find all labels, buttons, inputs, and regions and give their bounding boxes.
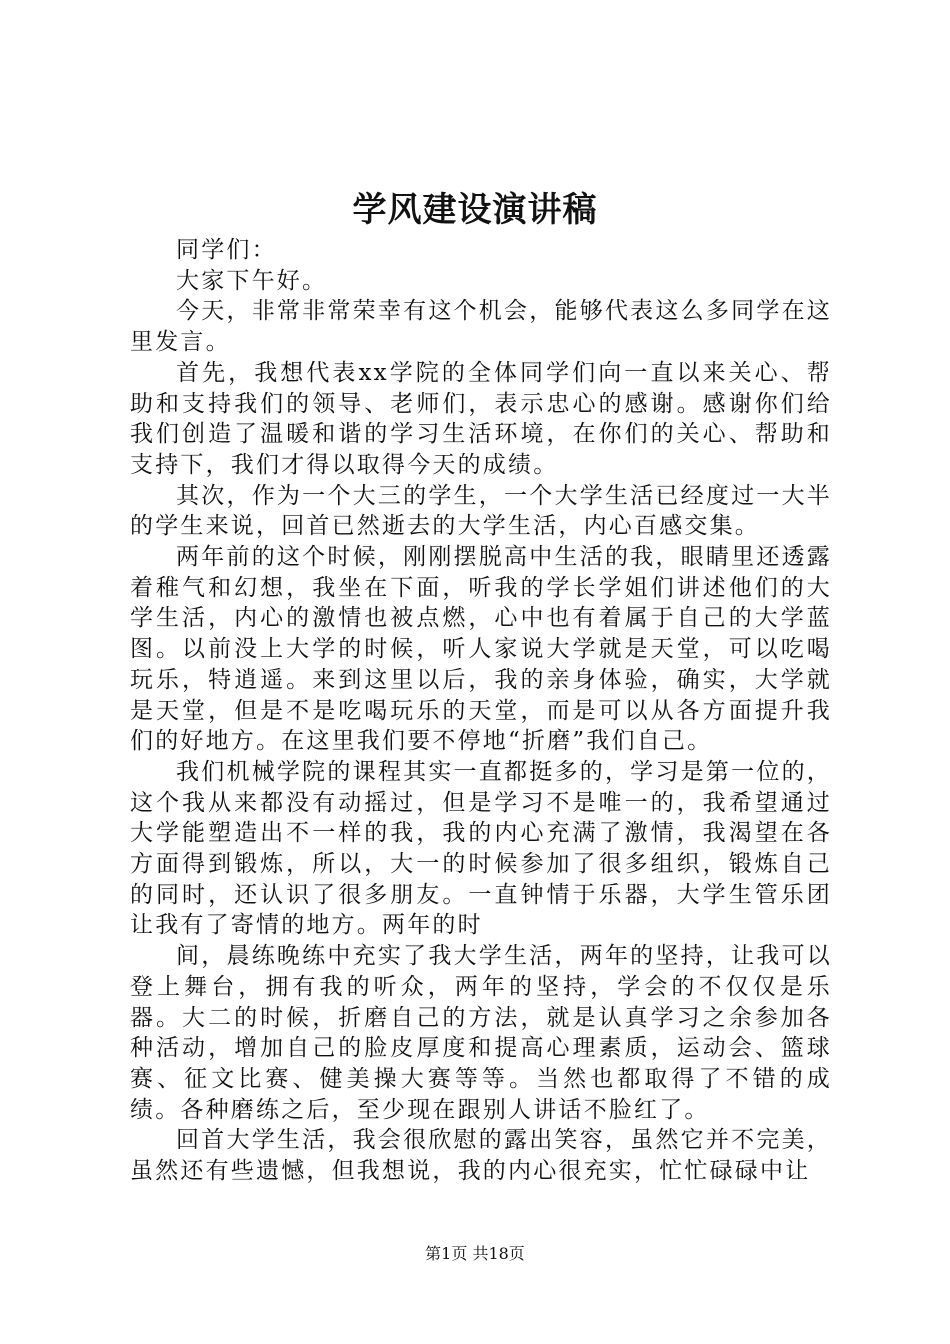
paragraph-reflection: 其次，作为一个大三的学生，一个大学生活已经度过一大半的学生来说，回首已然逝去的大学生活，内心百感交集。 <box>130 482 832 540</box>
paragraph-practice: 间，晨练晚练中充实了我大学生活，两年的坚持，让我可以登上舞台，拥有我的听众，两年的坚持，学会的不仅仅是乐器。大二的时候，折磨自己的方法，就是认真学习之余参加各种活动，增加自己的脸皮厚度和提高心理素质，运动会、篮球赛、征文比赛、健美操大赛等等。当然也都取得了不错的成绩。各种磨练之后，至少现在跟别人讲话不脸红了。 <box>130 943 832 1123</box>
document-body <box>130 235 832 1187</box>
paragraph-two-years-ago: 两年前的这个时候，刚刚摆脱高中生活的我，眼睛里还透露着稚气和幻想，我坐在下面，听我的学长学姐们讲述他们的大学生活，内心的激情也被点燃，心中也有着属于自己的大学蓝图。以前没上大学的时候，听人家说大学就是天堂，可以吃喝玩乐，特逍遥。来到这里以后，我的亲身体验，确实，大学就是天堂，但是不是吃喝玩乐的天堂，而是可以从各方面提升我们的好地方。在这里我们要不停地“折磨”我们自己。 <box>130 544 832 755</box>
paragraph-opening: 今天，非常非常荣幸有这个机会，能够代表这么多同学在这里发言。 <box>130 298 832 356</box>
paragraph-thanks: 首先，我想代表xx学院的全体同学们向一直以来关心、帮助和支持我们的领导、老师们，表示忠心的感谢。感谢你们给我们创造了温暖和谐的学习生活环境，在你们的关心、帮助和支持下，我们才得以取得今天的成绩。 <box>130 359 832 478</box>
page-footer: 第1页 共18页 <box>425 1244 525 1263</box>
paragraph-college-courses: 我们机械学院的课程其实一直都挺多的，学习是第一位的，这个我从来都没有动摇过，但是学习不是唯一的，我希望通过大学能塑造出不一样的我，我的内心充满了激情，我渴望在各方面得到锻炼，所以，大一的时候参加了很多组织，锻炼自己的同时，还认识了很多朋友。一直钟情于乐器，大学生管乐团让我有了寄情的地方。两年的时 <box>130 758 832 939</box>
paragraph-greeting: 同学们： <box>176 237 277 263</box>
paragraph-salutation: 大家下午好。 <box>176 267 328 294</box>
document-title: 学风建设演讲稿 <box>352 190 598 230</box>
paragraph-looking-back: 回首大学生活，我会很欣慰的露出笑容，虽然它并不完美，虽然还有些遗憾，但我想说，我的内心很充实，忙忙碌碌中让 <box>130 1127 832 1185</box>
